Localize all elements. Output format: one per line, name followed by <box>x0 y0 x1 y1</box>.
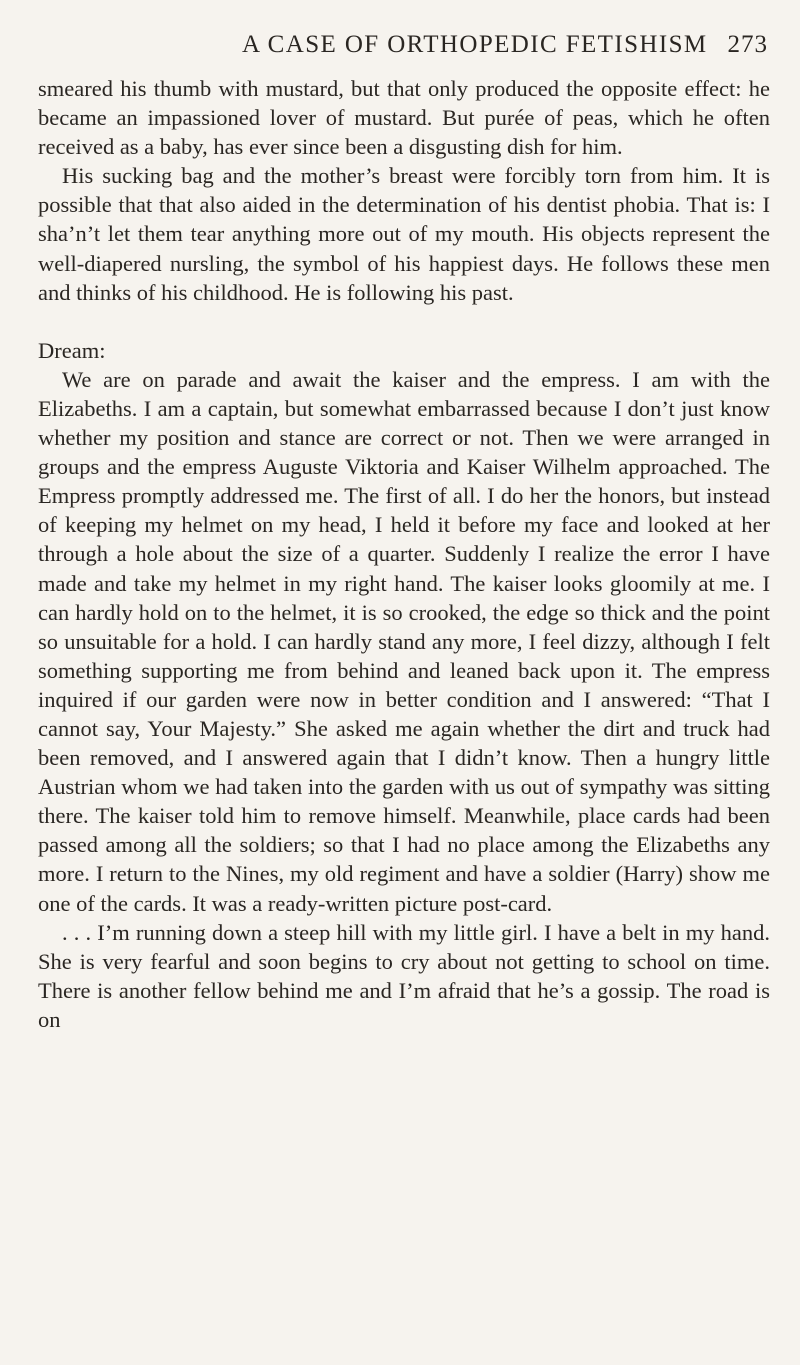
running-title: A CASE OF ORTHOPEDIC FETISHISM <box>241 31 708 58</box>
book-page <box>38 30 770 1034</box>
paragraph-1: smeared his thumb with mustard, but that only produced the opposite effect: he became an impassioned lover of mustard. But purée of peas, which he often received as a baby, has ever since been a disgusting dish for him. <box>38 76 770 160</box>
dream-label: Dream: <box>38 337 106 363</box>
paragraph-4: . . . I’m running down a steep hill with my little girl. I have a belt in my hand. She is very fearful and soon begins to cry about not getting to school on time. There is another fellow behind me and I’m afraid that he’s a gossip. The road is on <box>38 919 770 1032</box>
body-text <box>38 74 770 1034</box>
paragraph-3: We are on parade and await the kaiser and the empress. I am with the Elizabeths. I am a captain, but somewhat embarrassed because I don’t just know whether my position and stance are correct or not. Then we were arranged in groups and the empress Auguste Viktoria and Kaiser Wilhelm approached. The Empress promptly addressed me. The first of all. I do her the honors, but instead of keeping my helmet on my head, I held it before my face and looked at her through a hole about the size of a quarter. Suddenly I realize the error I have made and take my helmet in my right hand. The kaiser looks gloomily at me. I can hardly hold on to the helmet, it is so crooked, the edge so thick and the point so unsuitable for a hold. I can hardly stand any more, I feel dizzy, although I felt something supporting me from behind and leaned back upon it. The empress inquired if our garden were now in better condition and I answered: “That I cannot say, Your Majesty.” She asked me again whether the dirt and truck had been removed, and I answered again that I didn’t know. Then a hungry little Austrian whom we had taken into the garden with us out of sympathy was sitting there. The kaiser told him to remove himself. Meanwhile, place cards had been passed among all the soldiers; so that I had no place among the Elizabeths any more. I return to the Nines, my old regiment and have a soldier (Harry) show me one of the cards. It was a ready-written picture post-card. <box>38 366 770 916</box>
section-spacer <box>38 307 770 336</box>
page-number: 273 <box>727 31 768 58</box>
paragraph-2: His sucking bag and the mother’s breast were forcibly torn from him. It is possible that that also aided in the determination of his dentist phobia. That is: I sha’n’t let them tear anything more out of my mouth. His objects represent the well-diapered nursling, the symbol of his happiest days. He follows these men and thinks of his childhood. He is following his past. <box>38 163 770 305</box>
running-head <box>38 30 770 60</box>
